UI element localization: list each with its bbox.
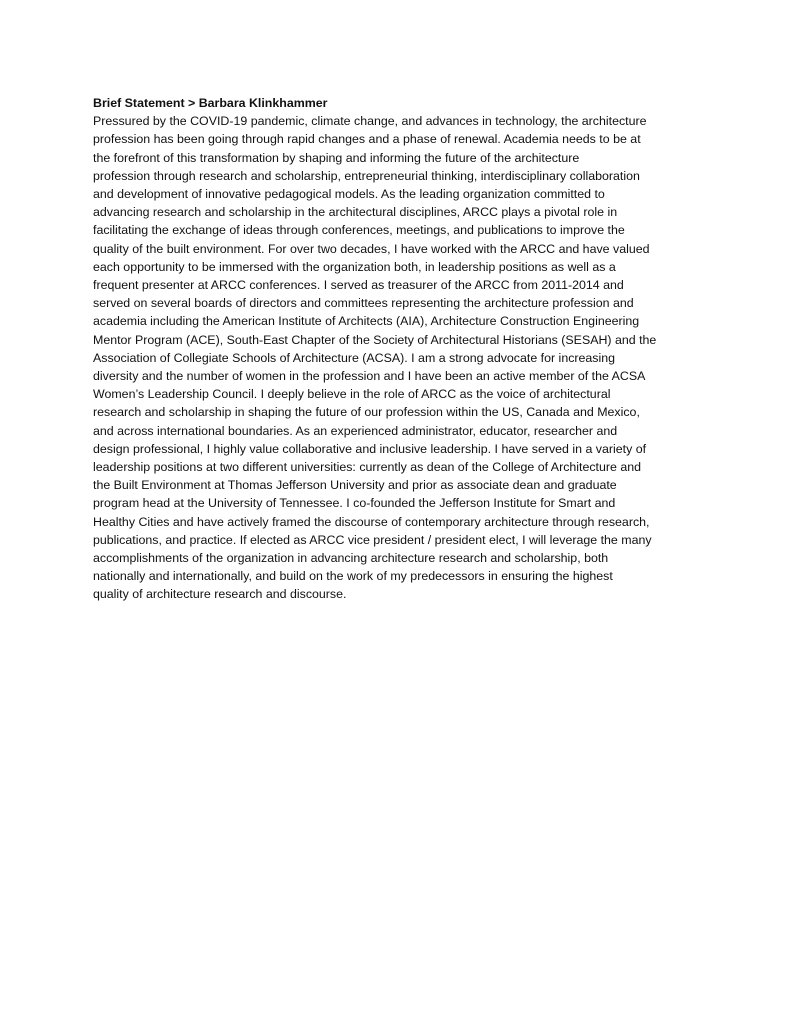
- body-line: research and scholarship in shaping the future of our profession within the US, Canada and Mexico,: [93, 405, 640, 420]
- body-line: leadership positions at two different universities: currently as dean of the College of Architecture and: [93, 460, 642, 475]
- body-line: the Built Environment at Thomas Jefferson University and prior as associate dean and graduate: [93, 478, 617, 493]
- statement-body: [93, 112, 713, 603]
- body-line: Association of Collegiate Schools of Architecture (ACSA). I am a strong advocate for increasing: [93, 350, 616, 365]
- body-line: quality of architecture research and discourse.: [93, 587, 347, 602]
- body-line: publications, and practice. If elected as ARCC vice president / president elect, I will leverage the many: [93, 532, 652, 547]
- body-line: nationally and internationally, and build on the work of my predecessors in ensuring the highest: [93, 569, 613, 584]
- body-line: advancing research and scholarship in the architectural disciplines, ARCC plays a pivotal role in: [93, 205, 618, 220]
- body-line: quality of the built environment. For over two decades, I have worked with the ARCC and have valued: [93, 241, 650, 256]
- body-line: and development of innovative pedagogical models. As the leading organization committed to: [93, 187, 605, 202]
- body-line: program head at the University of Tennessee. I co-founded the Jefferson Institute for Smart and: [93, 496, 616, 511]
- body-line: and across international boundaries. As an experienced administrator, educator, researcher and: [93, 423, 618, 438]
- body-line: academia including the American Institute of Architects (AIA), Architecture Construction Engineering: [93, 314, 640, 329]
- body-line: served on several boards of directors and committees representing the architecture profession and: [93, 296, 634, 311]
- statement-heading: Brief Statement > Barbara Klinkhammer: [93, 96, 328, 110]
- body-line: Women’s Leadership Council. I deeply believe in the role of ARCC as the voice of architectural: [93, 387, 611, 402]
- body-line: Pressured by the COVID-19 pandemic, climate change, and advances in technology, the architecture: [93, 114, 647, 129]
- body-line: each opportunity to be immersed with the organization both, in leadership positions as well as a: [93, 259, 616, 274]
- body-line: design professional, I highly value collaborative and inclusive leadership. I have served in a variety of: [93, 441, 647, 456]
- body-line: accomplishments of the organization in advancing architecture research and scholarship, both: [93, 551, 609, 566]
- body-line: profession through research and scholarship, entrepreneurial thinking, interdisciplinary collaboration: [93, 168, 640, 183]
- body-line: Mentor Program (ACE), South-East Chapter of the Society of Architectural Historians (SESAH) and the: [93, 332, 657, 347]
- body-line: Healthy Cities and have actively framed the discourse of contemporary architecture through research,: [93, 514, 650, 529]
- body-line: the forefront of this transformation by shaping and informing the future of the architecture: [93, 150, 580, 165]
- body-line: frequent presenter at ARCC conferences. I served as treasurer of the ARCC from 2011-2014 and: [93, 278, 624, 293]
- body-line: facilitating the exchange of ideas through conferences, meetings, and publications to improve the: [93, 223, 625, 238]
- body-line: profession has been going through rapid changes and a phase of renewal. Academia needs to be at: [93, 132, 641, 147]
- body-line: diversity and the number of women in the profession and I have been an active member of the ACSA: [93, 369, 646, 384]
- statement-block: [93, 94, 713, 604]
